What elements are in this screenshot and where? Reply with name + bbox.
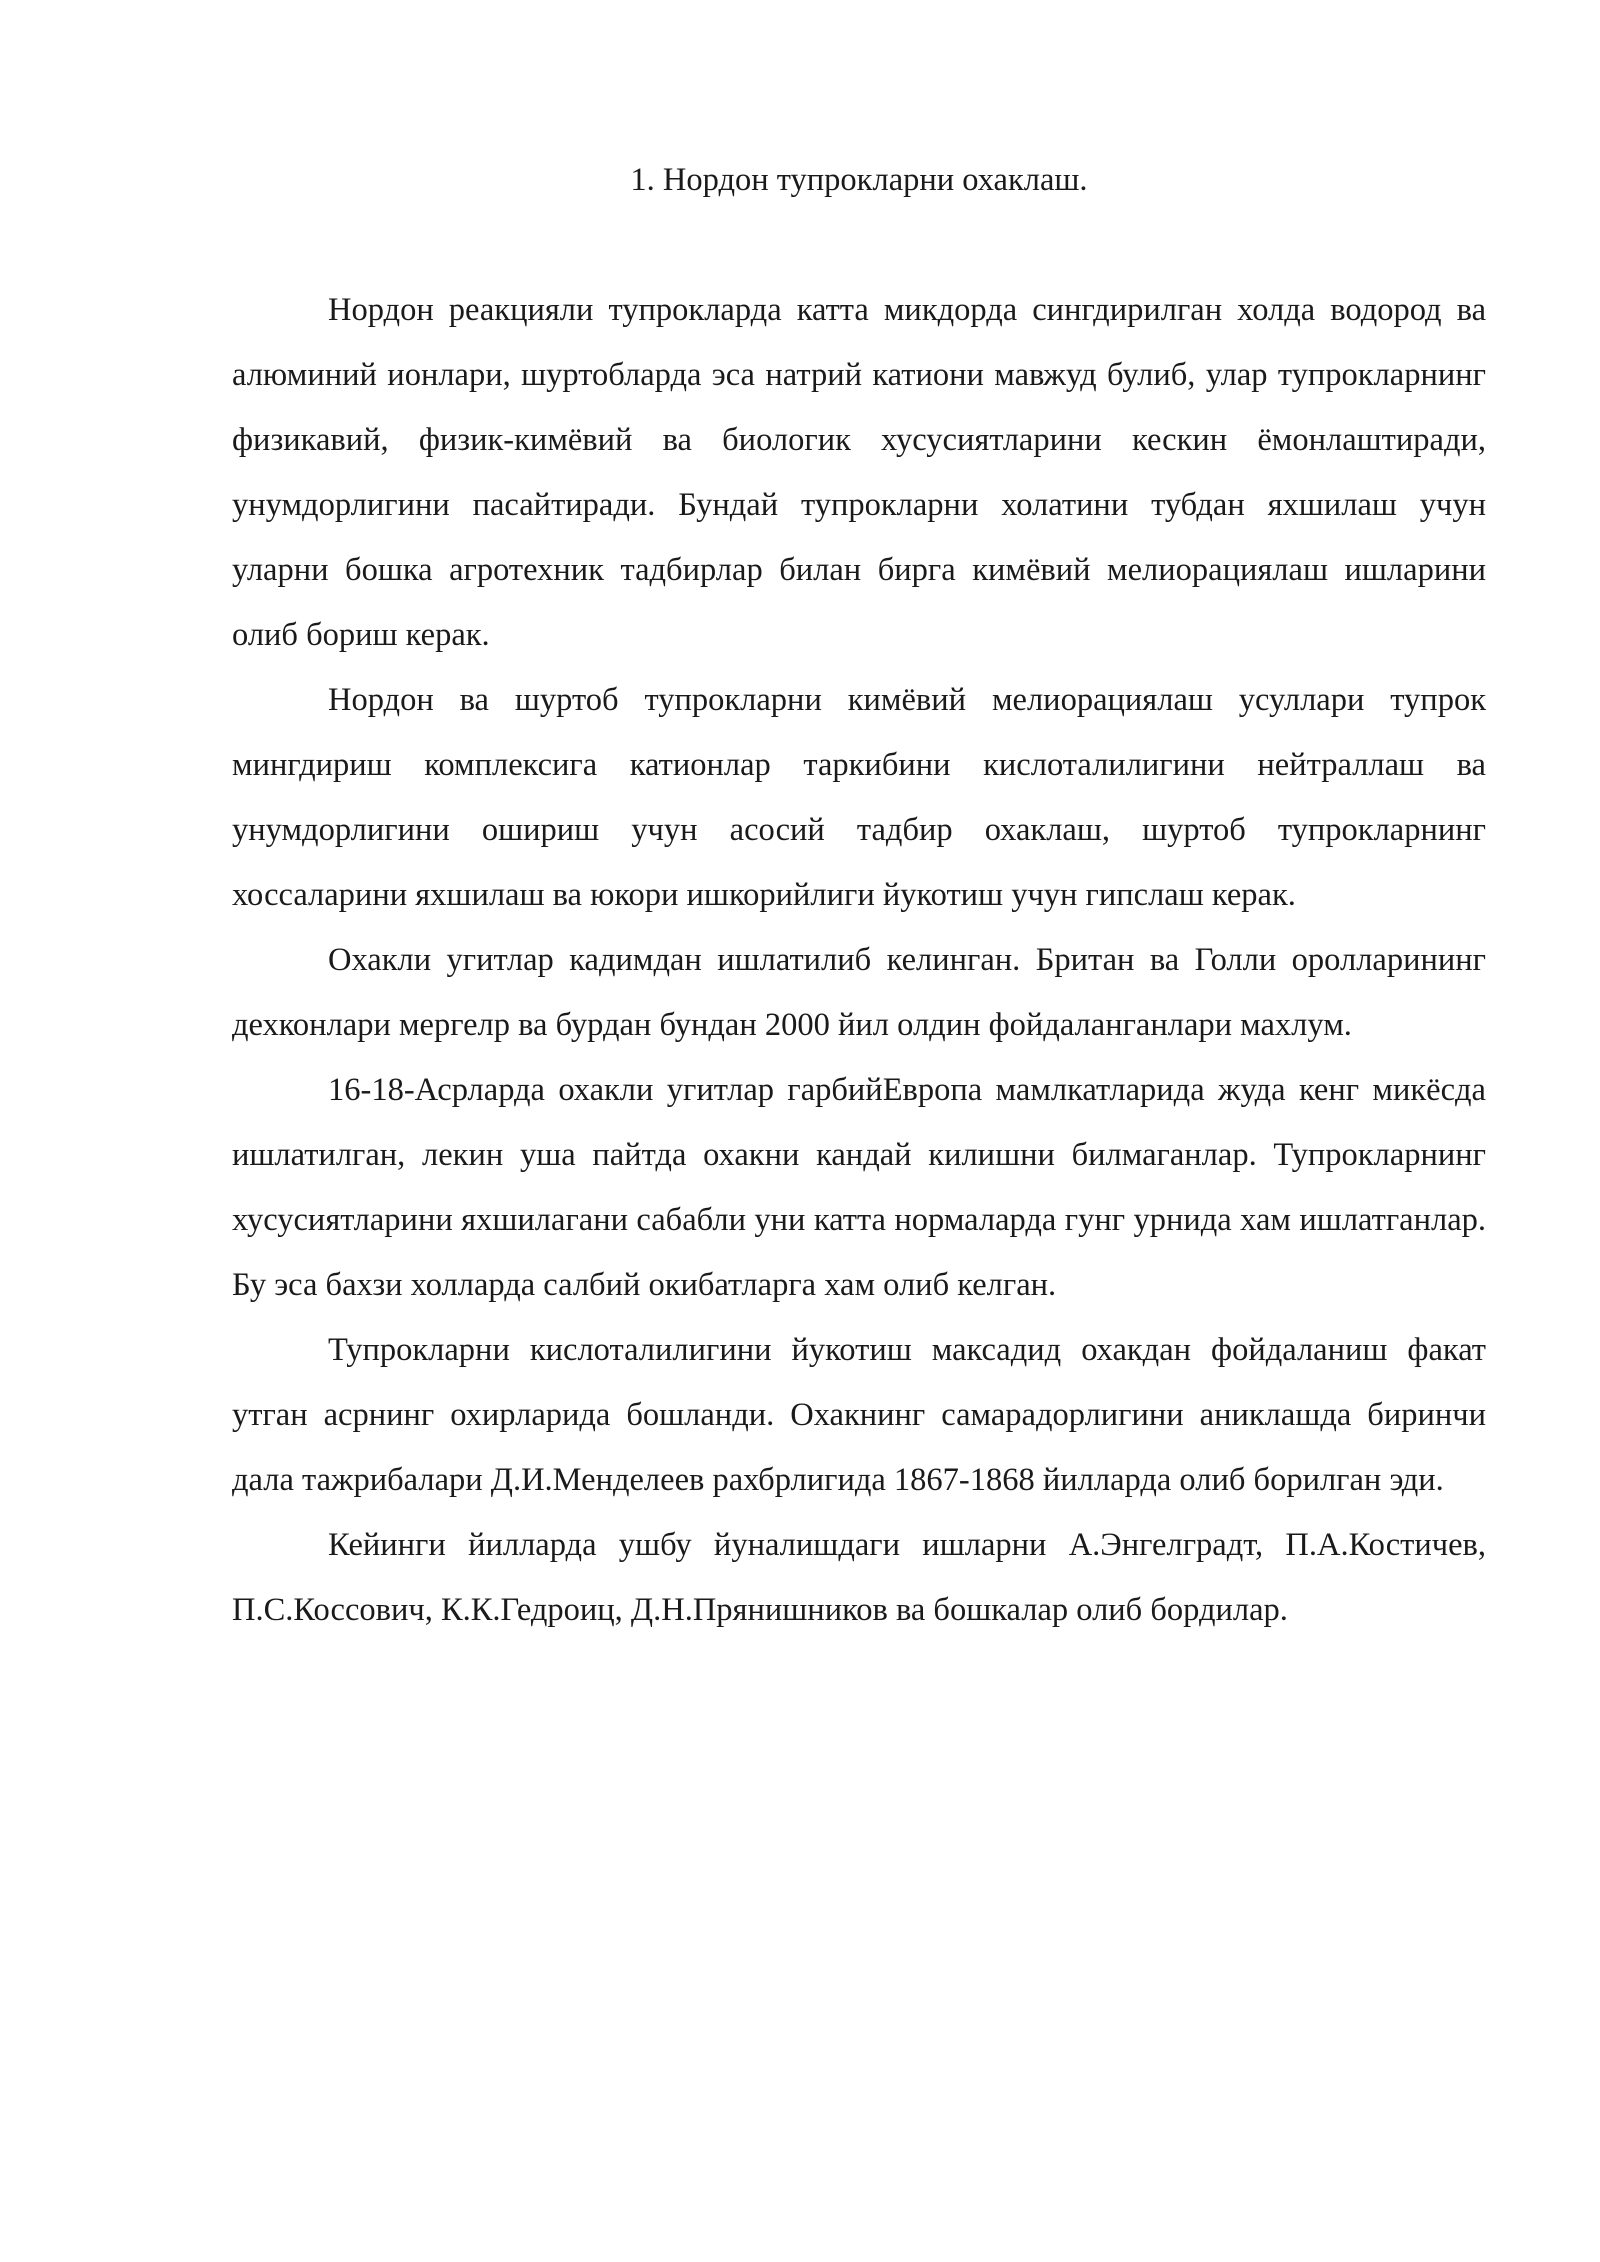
page-title: 1. Нордон тупрокларни охаклаш. — [630, 162, 1088, 198]
document-body — [232, 148, 1486, 1643]
paragraph-5: Тупрокларни кислоталилигини йукотиш максадид охакдан фойдаланиш факат утган асрнинг охирларида бошланди. Охакнинг самарадорлигини аниклашда биринчи дала тажрибалари Д.И.Менделеев рахбрлигида 1867-1868 йилларда олиб борилган эди. — [232, 1332, 1486, 1498]
paragraph-6: Кейинги йилларда ушбу йуналишдаги ишларни А.Энгелградт, П.А.Костичев, П.С.Коссович, К.К.Гедроиц, Д.Н.Прянишников ва бошкалар олиб бордилар. — [232, 1527, 1486, 1628]
paragraph-3: Охакли угитлар кадимдан ишлатилиб келинган. Британ ва Голли оролларининг дехконлари мергелр ва бурдан бундан 2000 йил олдин фойдаланганлари махлум. — [232, 942, 1486, 1043]
paragraph-1: Нордон реакцияли тупрокларда катта микдорда сингдирилган холда водород ва алюминий ионлари, шуртобларда эса натрий катиони мавжуд булиб, улар тупрокларнинг физикавий, физик-кимёвий ва биологик хусусиятларини кескин ёмонлаштиради, унумдорлигини пасайтиради. Бундай тупрокларни холатини тубдан яхшилаш учун уларни бошка агротехник тадбирлар билан бирга кимёвий мелиорациялаш ишларини олиб бориш керак. — [232, 292, 1486, 653]
title-spacer — [232, 213, 1486, 278]
paragraph-4: 16-18-Асрларда охакли угитлар гарбийЕвропа мамлкатларида жуда кенг микёсда ишлатилган, лекин уша пайтда охакни кандай килишни билмаганлар. Тупрокларнинг хусусиятларини яхшилагани сабабли уни катта нормаларда гунг урнида хам ишлатганлар. Бу эса бахзи холларда салбий окибатларга хам олиб келган. — [232, 1072, 1486, 1303]
paragraph-2: Нордон ва шуртоб тупрокларни кимёвий мелиорациялаш усуллари тупрок мингдириш комплексига катионлар таркибини кислоталилигини нейтраллаш ва унумдорлигини ошириш учун асосий тадбир охаклаш, шуртоб тупрокларнинг хоссаларини яхшилаш ва юкори ишкорийлиги йукотиш учун гипслаш керак. — [232, 682, 1486, 913]
